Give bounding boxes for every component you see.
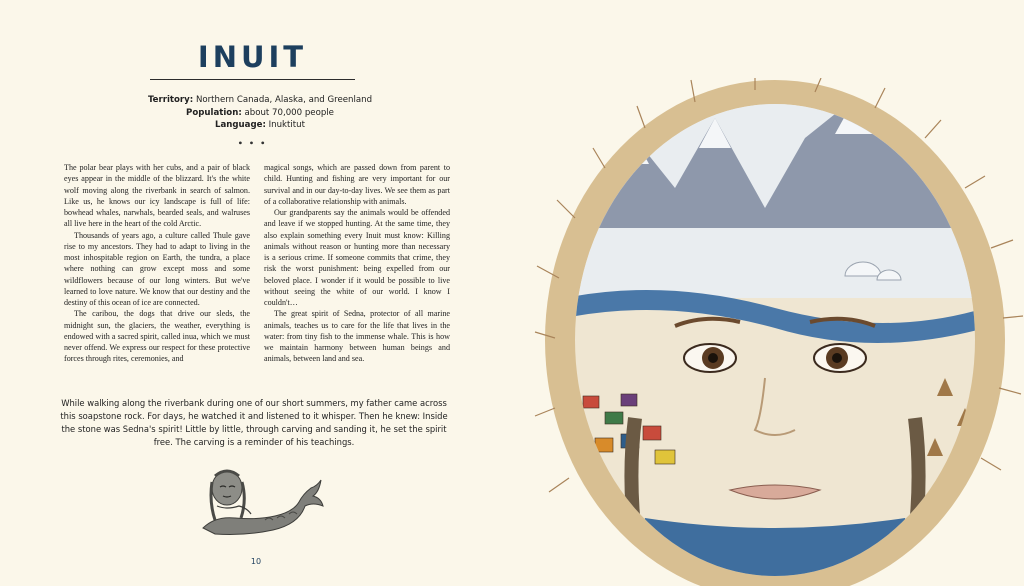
paragraph: The polar bear plays with her cubs, and a pair of black eyes appear in the middle of the blizzard. It's the white wolf moving along the riverbank in search of salmon. Like us, he knows our icy landscape is full of life: bowhead whales, narwhals, bearded seals, and walruses all live here in the heart of the cold Arctic.	[64, 163, 250, 229]
sedna-carving-icon	[195, 458, 325, 538]
language-value: Inuktitut	[268, 120, 305, 130]
title-divider	[150, 79, 355, 80]
body-column-right	[264, 162, 450, 365]
section-divider: • • •	[238, 136, 267, 150]
paragraph: Thousands of years ago, a culture called Thule gave rise to my ancestors. They had to adapt to living in the most inhospitable region on Earth, the tundra, a place where nothing can grow except moss and some wildflowers because of our long winters. But we've learned to love nature. We know that our destiny and the destiny of this ocean of ice are connected.	[64, 230, 250, 307]
body-column-left	[64, 162, 250, 365]
territory-label: Territory:	[147, 95, 194, 105]
carving-caption: While walking along the riverbank during one of our short summers, my father came across this soapstone rock. For days, he watched it and listened to it whisper. Then he knew: Inside the stone was Sedna's spirit! Little by little, through carving and sanding it, he set the spirit free. The carving is a reminder of his teachings.	[60, 398, 448, 447]
language-line	[130, 119, 390, 132]
territory-line	[130, 94, 390, 107]
paragraph: magical songs, which are passed down from parent to child. Hunting and fishing are very important for our survival and in our day-to-day lives. We see them as part of a collaborative relationship with animals.	[264, 163, 450, 206]
paragraph: The great spirit of Sedna, protector of all marine animals, teaches us to care for the life that lives in the water: from tiny fish to the immense whale. This is how we maintain harmony between human beings and animals, between land and sea.	[264, 309, 450, 364]
page-title: INUIT	[197, 40, 308, 74]
territory-value: Northern Canada, Alaska, and Greenland	[195, 95, 373, 105]
language-label: Language:	[215, 120, 266, 130]
paragraph: The caribou, the dogs that drive our sleds, the midnight sun, the glaciers, the weather, everything is endowed with a sacred spirit, called inua, which we must never offend. We express our respect for these protective forces through rites, ceremonies, and	[64, 309, 250, 364]
population-value: about 70,000 people	[244, 107, 334, 118]
inuit-face-landscape-illustration-icon	[525, 78, 1024, 586]
facts-block	[130, 94, 390, 132]
page-number: 10	[250, 557, 262, 566]
paragraph: Our grandparents say the animals would be offended and leave if we stopped hunting. At the same time, they also explain something every Inuit must know: Killing animals without reason or hunting more than necessary is a serious crime. If someone commits that crime, they risk the worst punishment: being expelled from our beloved place. I wonder if it would be possible to live without seeing the white of our world. I know I couldn't…	[264, 208, 450, 307]
population-line	[130, 107, 390, 120]
population-label: Population:	[186, 107, 242, 118]
